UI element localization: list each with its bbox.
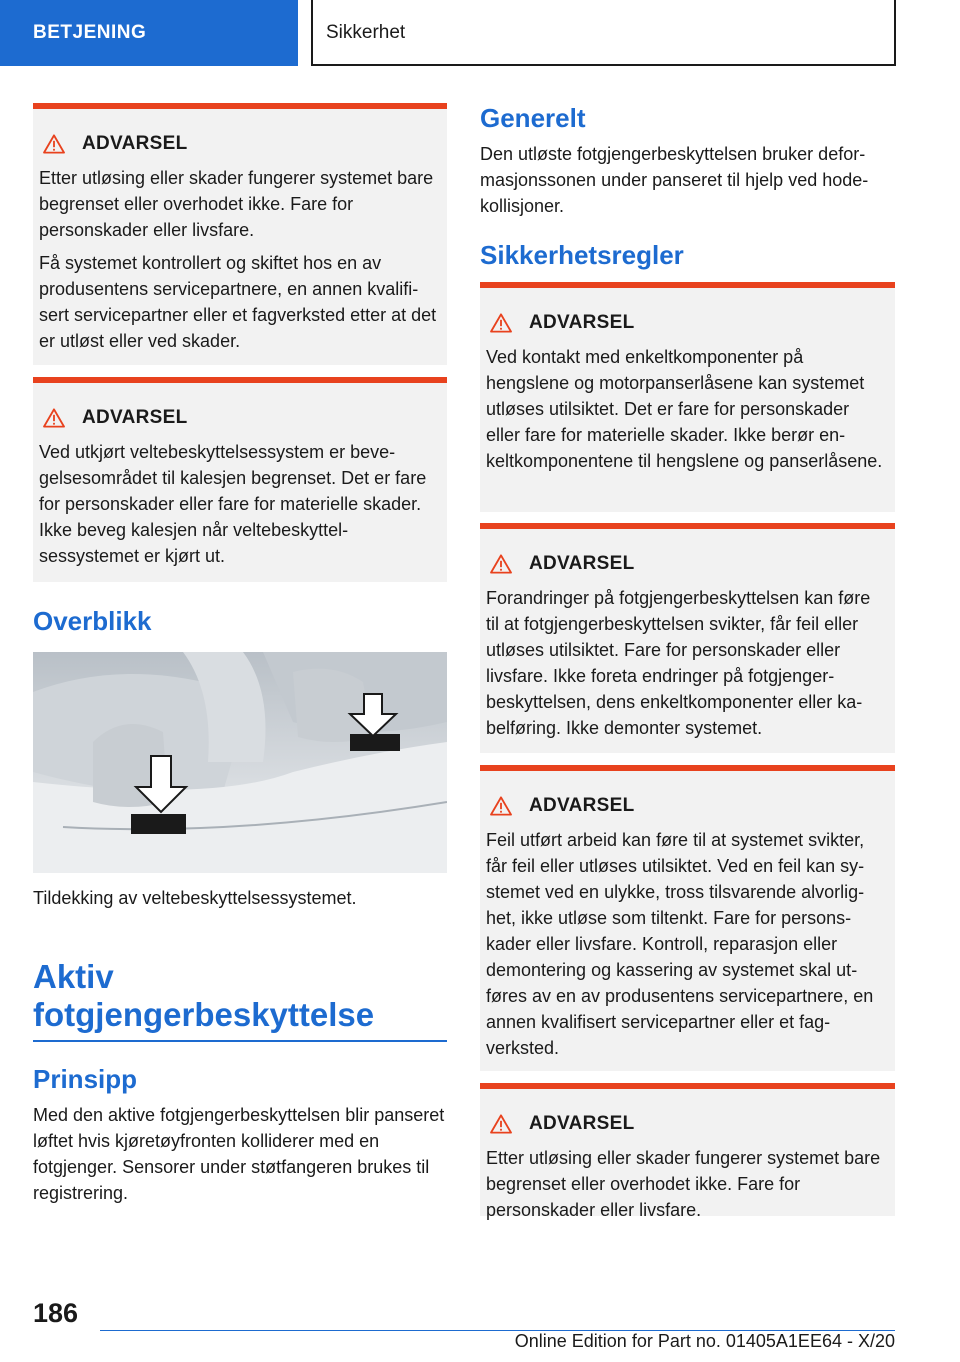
warning-title: ADVARSEL [529,1113,635,1134]
warning-box [33,103,447,365]
warning-box [480,1083,895,1220]
principle-text: Med den aktive fotgjengerbeskyttelsen blir panseret løftet hvis kjøretøyfronten kolliderer med en fotgjenger. Sensorer under støtfangeren brukes til registrering. [33,1105,445,1203]
warning-text: Få systemet kontrollert og skiftet hos en av produsentens servicepartnere, en annen kvalifisert servicepartner eller et fagverksted etter at det er utløst eller ved skader. [39,253,437,351]
rollover-protection-illustration [33,652,447,873]
chapter-title: Sikkerhet [311,0,896,66]
main-heading: Aktiv fotgjengerbeskyttelse [33,958,447,1042]
warning-triangle-icon [43,408,65,428]
warning-title: ADVARSEL [529,312,635,333]
warning-triangle-icon [490,1114,512,1134]
warning-title: ADVARSEL [82,133,188,154]
section-tab: BETJENING [0,0,298,66]
vehicle-interior-illustration [33,652,447,873]
warning-triangle-icon [490,796,512,816]
edition-text: Online Edition for Part no. 01405A1EE64 - X/20 [514,1331,895,1351]
page-number: 186 [33,1298,79,1328]
warning-box [480,765,895,1071]
safety-rules-heading: Sikkerhetsregler [480,240,684,270]
warning-text: Ved kontakt med enkeltkomponenter på hengslene og motorpanserlåsene kan systemet utløses utilsiktet. Det er fare for personskader eller fare for materielle skader. Ikke berør enkeltkomponentene til hengslene og panserlåsene. [486,347,883,471]
figure-caption: Tildekking av veltebeskyttelsessystemet. [33,888,357,908]
warning-triangle-icon [43,134,65,154]
warning-triangle-icon [490,313,512,333]
page-footer [0,1290,960,1362]
warning-triangle-icon [490,554,512,574]
warning-title: ADVARSEL [529,553,635,574]
principle-heading: Prinsipp [33,1064,138,1094]
warning-text: Forandringer på fotgjengerbeskyttelsen kan føre til at fotgjengerbeskyttelsen svikter, får feil eller utløses utilsiktet. Fare for personskader eller livsfare. Ikke foreta endringer på fotgjengerbeskyttelsen, dens enkeltkomponenter eller kabelføring. Ikke demonter systemet. [486,588,871,738]
warning-text: Feil utført arbeid kan føre til at systemet svikter, får feil eller utløses utilsiktet. Ved en feil kan systemet ved en ulykke, tross tilsvarende alvorlighet, ikke utløse som tiltenkt. Fare for personskader eller livsfare. Kontroll, reparasjon eller demontering og kassering av systemet skal utføres av en av produsentens servicepartnere, en annen kvalifisert servicepartner eller et fagverksted. [486,830,874,1058]
warning-title: ADVARSEL [82,407,188,428]
warning-text: Ved utkjørt veltebeskyttelsessystem er bevegelsesområdet til kalesjen begrenset. Det er fare for personskader eller fare for materielle skader. Ikke beveg kalesjen når veltebeskyttelsessystemet er kjørt ut. [39,442,427,566]
warning-title: ADVARSEL [529,795,635,816]
overview-heading: Overblikk [33,606,152,636]
warning-box [33,377,447,582]
warning-box [480,282,895,512]
general-heading: Generelt [480,103,586,133]
page-header [0,0,960,66]
general-text: Den utløste fotgjengerbeskyttelsen bruker deformasjonssonen under panseret til hjelp ved hodekollisjoner. [480,144,869,216]
warning-box [480,523,895,753]
warning-text: Etter utløsing eller skader fungerer systemet bare begrenset eller overhodet ikke. Fare for personskader eller livsfare. [486,1148,881,1220]
warning-text: Etter utløsing eller skader fungerer systemet bare begrenset eller overhodet ikke. Fare for personskader eller livsfare. [39,168,434,240]
